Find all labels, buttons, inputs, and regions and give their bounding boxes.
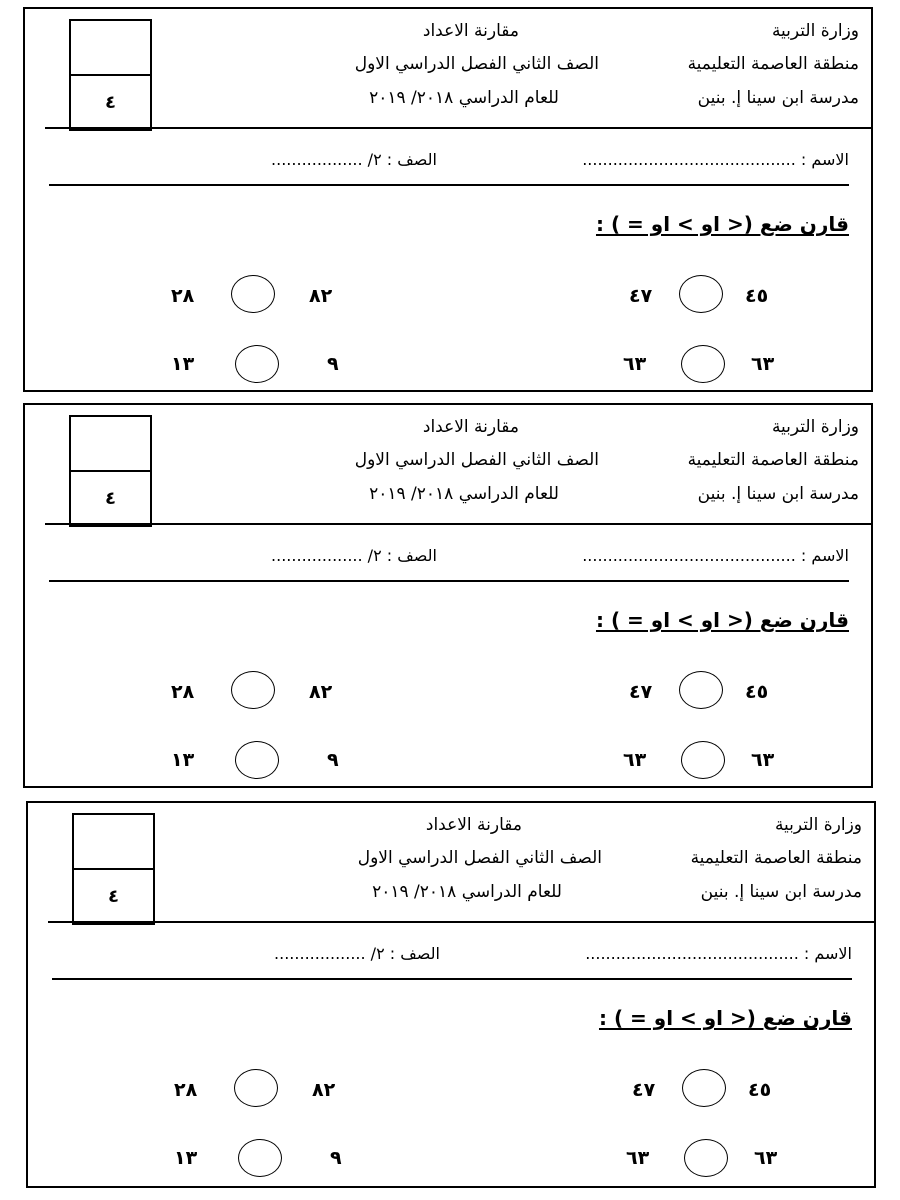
comparison-number: ١٣: [171, 353, 195, 375]
comparison-number: ٦٣: [751, 353, 775, 375]
ministry-label: وزارة التربية: [774, 815, 862, 835]
comparison-number: ١٣: [171, 749, 195, 771]
class-field[interactable]: الصف : ٢/ ..................: [271, 150, 437, 169]
comparison-number: ٦٣: [751, 749, 775, 771]
score-box-empty-cell: [71, 417, 150, 472]
topic-title: مقارنة الاعداد: [422, 21, 519, 41]
comparison-number: ٨٢: [309, 681, 333, 703]
comparison-number: ٩: [330, 1147, 342, 1169]
comparison-number: ٤٧: [629, 681, 653, 703]
score-box: [69, 19, 152, 131]
comparison-number: ٨٢: [312, 1079, 336, 1101]
name-field[interactable]: الاسم : ..........................................: [585, 944, 852, 963]
school-year-label: للعام الدراسي ٢٠١٨/ ٢٠١٩: [369, 484, 559, 504]
instruction-heading: قارن ضع (< او > او = ) :: [595, 608, 849, 632]
comparison-number: ٤٥: [748, 1079, 772, 1101]
worksheet-copy-3: [26, 801, 876, 1188]
comparison-answer-circle[interactable]: [679, 671, 723, 709]
comparison-answer-circle[interactable]: [679, 275, 723, 313]
score-box-empty-cell: [74, 815, 153, 870]
comparison-answer-circle[interactable]: [682, 1069, 726, 1107]
divider: [49, 580, 849, 582]
score-value: ٤: [108, 886, 119, 907]
comparison-answer-circle[interactable]: [681, 741, 725, 779]
comparison-number: ٩: [327, 353, 339, 375]
region-label: منطقة العاصمة التعليمية: [687, 450, 859, 470]
comparison-number: ٢٨: [171, 285, 195, 307]
instruction-heading: قارن ضع (< او > او = ) :: [595, 212, 849, 236]
region-label: منطقة العاصمة التعليمية: [687, 54, 859, 74]
comparison-number: ٢٨: [171, 681, 195, 703]
score-box: [72, 813, 155, 925]
topic-title: مقارنة الاعداد: [422, 417, 519, 437]
name-field[interactable]: الاسم : ..........................................: [582, 546, 849, 565]
divider: [48, 921, 874, 923]
region-label: منطقة العاصمة التعليمية: [690, 848, 862, 868]
grade-term-label: الصف الثاني الفصل الدراسي الاول: [354, 450, 599, 470]
comparison-number: ٤٧: [629, 285, 653, 307]
topic-title: مقارنة الاعداد: [425, 815, 522, 835]
comparison-number: ٤٧: [632, 1079, 656, 1101]
comparison-answer-circle[interactable]: [234, 1069, 278, 1107]
divider: [52, 978, 852, 980]
comparison-number: ٨٢: [309, 285, 333, 307]
score-value: ٤: [105, 92, 116, 113]
score-value: ٤: [105, 488, 116, 509]
comparison-answer-circle[interactable]: [684, 1139, 728, 1177]
comparison-number: ٩: [327, 749, 339, 771]
comparison-answer-circle[interactable]: [238, 1139, 282, 1177]
comparison-answer-circle[interactable]: [235, 345, 279, 383]
worksheet-copy-2: [23, 403, 873, 788]
worksheet-copy-1: [23, 7, 873, 392]
name-field[interactable]: الاسم : ..........................................: [582, 150, 849, 169]
divider: [49, 184, 849, 186]
comparison-number: ٤٥: [745, 285, 769, 307]
comparison-number: ١٣: [174, 1147, 198, 1169]
comparison-answer-circle[interactable]: [231, 671, 275, 709]
divider: [45, 127, 871, 129]
grade-term-label: الصف الثاني الفصل الدراسي الاول: [354, 54, 599, 74]
ministry-label: وزارة التربية: [771, 417, 859, 437]
comparison-number: ٦٣: [626, 1147, 650, 1169]
score-box-empty-cell: [71, 21, 150, 76]
school-year-label: للعام الدراسي ٢٠١٨/ ٢٠١٩: [372, 882, 562, 902]
comparison-number: ٦٣: [623, 749, 647, 771]
comparison-answer-circle[interactable]: [231, 275, 275, 313]
comparison-answer-circle[interactable]: [235, 741, 279, 779]
comparison-number: ٦٣: [754, 1147, 778, 1169]
school-label: مدرسة ابن سينا إ. بنين: [697, 88, 859, 108]
comparison-number: ٢٨: [174, 1079, 198, 1101]
class-field[interactable]: الصف : ٢/ ..................: [271, 546, 437, 565]
instruction-heading: قارن ضع (< او > او = ) :: [598, 1006, 852, 1030]
school-label: مدرسة ابن سينا إ. بنين: [700, 882, 862, 902]
comparison-number: ٤٥: [745, 681, 769, 703]
score-box: [69, 415, 152, 527]
class-field[interactable]: الصف : ٢/ ..................: [274, 944, 440, 963]
grade-term-label: الصف الثاني الفصل الدراسي الاول: [357, 848, 602, 868]
school-label: مدرسة ابن سينا إ. بنين: [697, 484, 859, 504]
comparison-number: ٦٣: [623, 353, 647, 375]
divider: [45, 523, 871, 525]
comparison-answer-circle[interactable]: [681, 345, 725, 383]
school-year-label: للعام الدراسي ٢٠١٨/ ٢٠١٩: [369, 88, 559, 108]
ministry-label: وزارة التربية: [771, 21, 859, 41]
